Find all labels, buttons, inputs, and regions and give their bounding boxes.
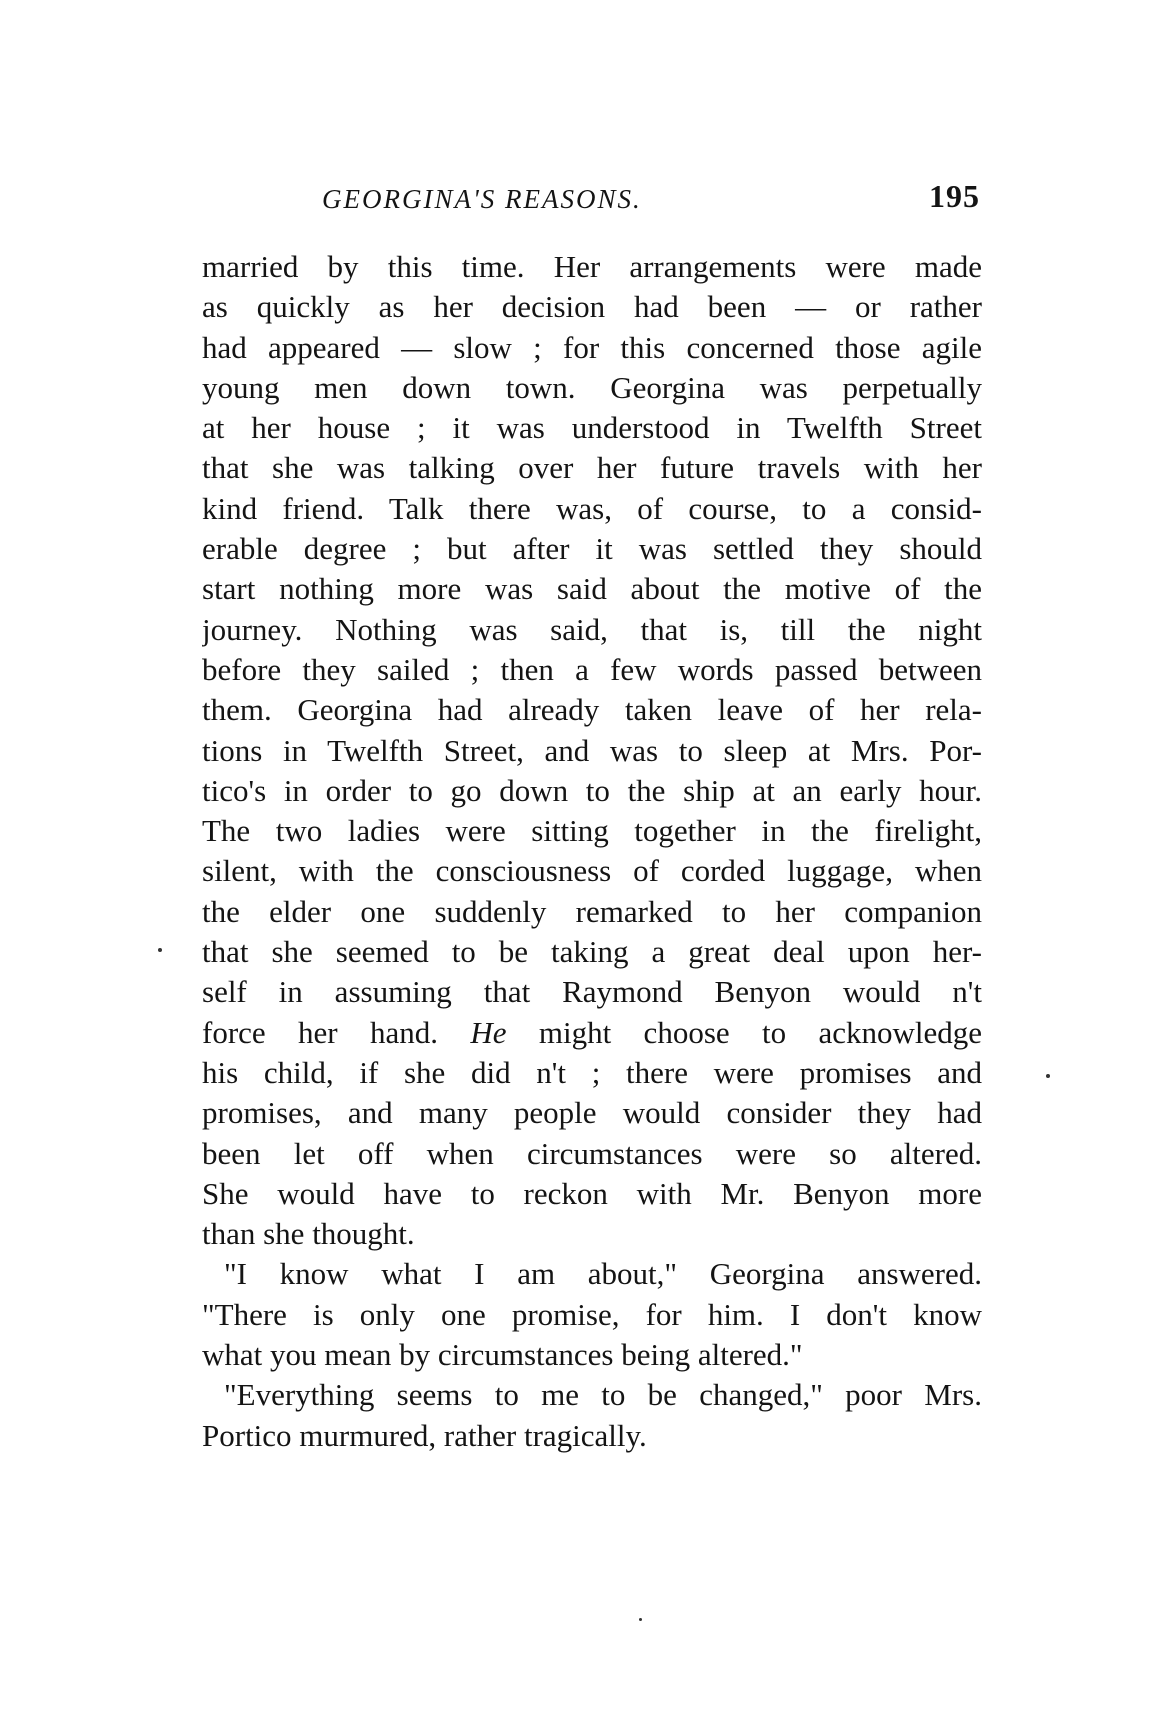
text-line: tico's in order to go down to the ship at an early hour. (202, 772, 982, 808)
text-line: them. Georgina had already taken leave of her rela- (202, 692, 982, 728)
text-line-mixed (202, 1013, 982, 1053)
print-speck (639, 1618, 642, 1621)
text-fragment: might choose to acknowledge (538, 1014, 982, 1050)
text-line: married by this time. Her arrangements were made (202, 249, 982, 284)
text-line: young men down town. Georgina was perpetually (202, 369, 982, 405)
text-line: before they sailed ; then a few words passed between (202, 651, 982, 687)
text-line: The two ladies were sitting together in the firelight, (202, 813, 982, 849)
text-line: than she thought. (202, 1216, 415, 1252)
text-line: the elder one suddenly remarked to her companion (202, 893, 982, 929)
text-line: promises, and many people would consider they had (202, 1095, 982, 1131)
body-text (202, 247, 982, 1456)
text-line: start nothing more was said about the motive of the (202, 571, 982, 607)
text-line: "I know what I am about," Georgina answered. (224, 1256, 982, 1292)
text-line: Portico murmured, rather tragically. (202, 1417, 647, 1453)
text-line: been let off when circumstances were so altered. (202, 1135, 982, 1171)
text-line: "There is only one promise, for him. I don't know (202, 1296, 982, 1332)
text-line: kind friend. Talk there was, of course, to a consid- (202, 490, 982, 526)
text-line: tions in Twelfth Street, and was to sleep at Mrs. Por- (202, 732, 982, 768)
text-line: his child, if she did n't ; there were promises and (202, 1054, 982, 1090)
text-line: as quickly as her decision had been — or rather (202, 289, 982, 325)
text-line: what you mean by circumstances being altered." (202, 1337, 803, 1373)
text-line: self in assuming that Raymond Benyon would n't (202, 974, 982, 1010)
print-speck (1046, 1074, 1050, 1078)
text-line: journey. Nothing was said, that is, till the night (202, 611, 982, 647)
print-speck (158, 948, 162, 952)
text-line: had appeared — slow ; for this concerned those agile (202, 329, 982, 365)
text-fragment: force her hand. (202, 1014, 438, 1050)
page-number: 195 (929, 178, 980, 214)
running-head (210, 178, 980, 218)
running-title: GEORGINA'S REASONS. (322, 184, 642, 214)
text-line: "Everything seems to me to be changed," poor Mrs. (224, 1377, 982, 1413)
text-line: that she was talking over her future travels with her (202, 450, 982, 486)
text-line: She would have to reckon with Mr. Benyon more (202, 1175, 982, 1211)
text-line: silent, with the consciousness of corded luggage, when (202, 853, 982, 889)
text-line: that she seemed to be taking a great deal upon her- (202, 934, 982, 970)
text-line: erable degree ; but after it was settled they should (202, 531, 982, 567)
italic-emphasis: He (470, 1014, 507, 1050)
text-line: at her house ; it was understood in Twelfth Street (202, 410, 982, 446)
